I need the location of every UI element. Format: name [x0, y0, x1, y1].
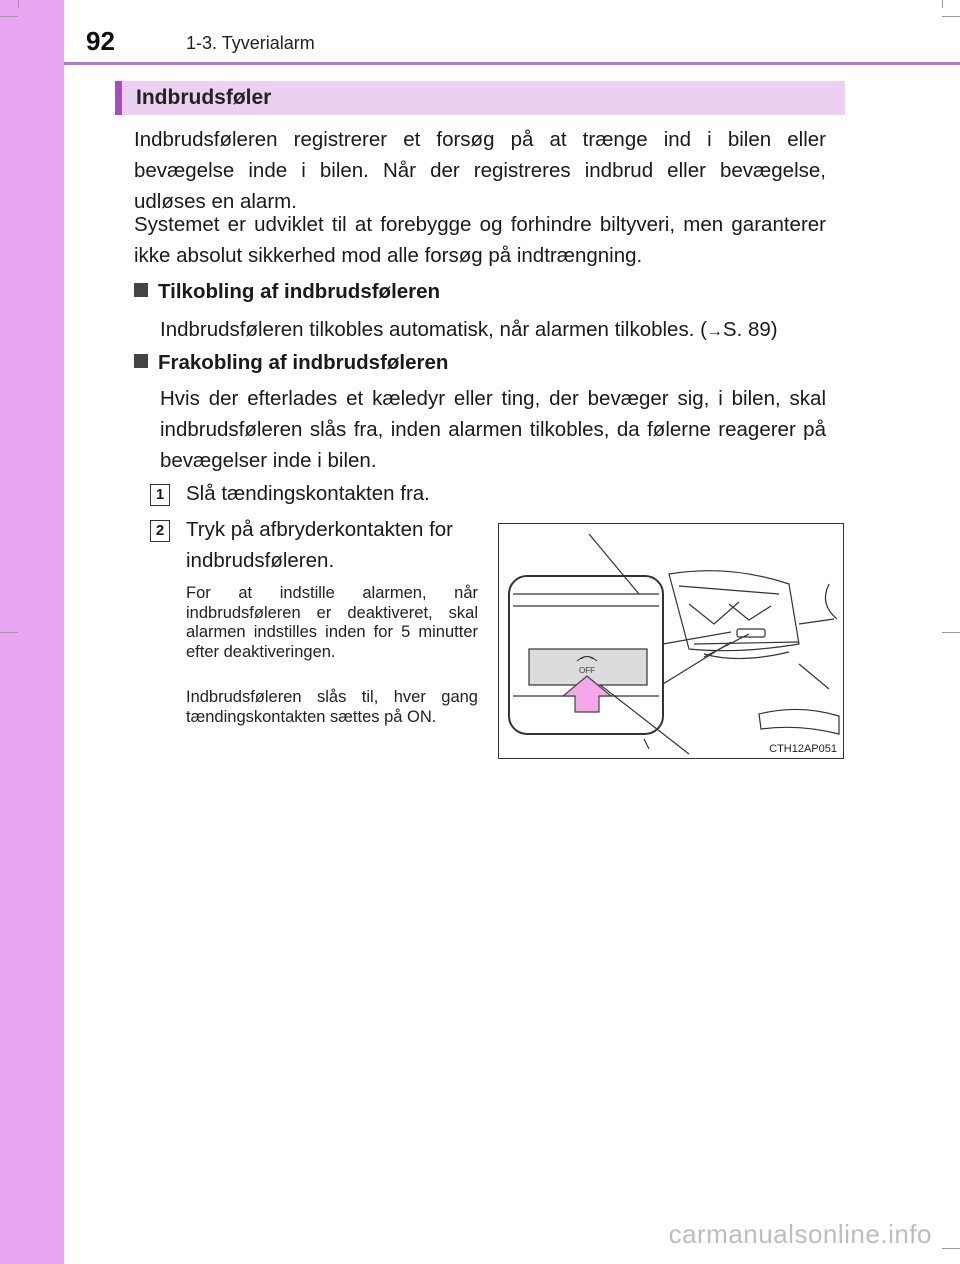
step-2-text-line2: indbrudsføleren.	[186, 549, 335, 572]
step-number-badge: 1	[150, 484, 170, 506]
note-auto-on: Indbrudsføleren slås til, hver gang tændingskontakten sættes på ON.	[186, 688, 478, 726]
subheading-frakobling	[134, 351, 448, 375]
subheading-text: Frakobling af indbrudsføleren	[158, 351, 449, 374]
note-reactivate: For at indstille alarmen, når indbrudsføleren er deaktiveret, skal alarmen indstilles inden for 5 minutter efter deaktiveringen.	[186, 584, 478, 661]
intro-paragraph: Indbrudsføleren registrerer et forsøg på at trænge ind i bilen eller bevægelse inde i bilen. Når der registreres indbrud eller bevægelse, udløses en alarm.	[134, 128, 826, 213]
frakobling-paragraph: Hvis der efterlades et kæledyr eller ting, der bevæger sig, i bilen, skal indbrudsføleren slås fra, inden alarmen tilkobles, da følerne reagerer på bevægelser inde i bilen.	[160, 387, 826, 472]
arrow-ref-icon: →	[706, 323, 723, 340]
crop-mark	[942, 1248, 960, 1249]
figure-code: CTH12AP051	[769, 743, 837, 755]
crop-mark	[0, 16, 18, 17]
switch-illustration	[498, 523, 844, 759]
subheading-text: Tilkobling af indbrudsføleren	[158, 280, 441, 303]
crop-mark	[0, 632, 18, 633]
page-ref-link[interactable]: S. 89)	[722, 318, 778, 341]
overhead-console-drawing	[499, 524, 842, 757]
switch-off-label: OFF	[579, 666, 595, 675]
crop-mark	[18, 0, 19, 8]
subheading-tilkobling	[134, 280, 440, 304]
tilkobling-body: Indbrudsføleren tilkobles automatisk, når alarmen tilkobles. (	[160, 318, 707, 341]
bullet-square-icon	[134, 354, 148, 368]
section-heading-text: Indbrudsføler	[136, 86, 272, 109]
tilkobling-text	[160, 318, 778, 342]
intro-paragraph-2: Systemet er udviklet til at forebygge og forhindre biltyveri, men garanterer ikke absolut sikkerhed mod alle forsøg på indtrængning.	[134, 213, 826, 267]
bullet-square-icon	[134, 283, 148, 297]
step-2-text-line1: Tryk på afbryderkontakten for	[186, 518, 454, 541]
step-1-text: Slå tændingskontakten fra.	[186, 482, 430, 505]
crop-mark	[942, 632, 960, 633]
crop-mark	[942, 16, 960, 17]
watermark: carmanualsonline.info	[668, 1219, 932, 1249]
chapter-title: 1-3. Tyverialarm	[186, 33, 315, 53]
header-rule	[64, 62, 960, 65]
section-heading	[115, 81, 845, 115]
step-number-badge: 2	[150, 520, 170, 542]
crop-mark	[942, 0, 943, 8]
page-number: 92	[86, 26, 115, 56]
